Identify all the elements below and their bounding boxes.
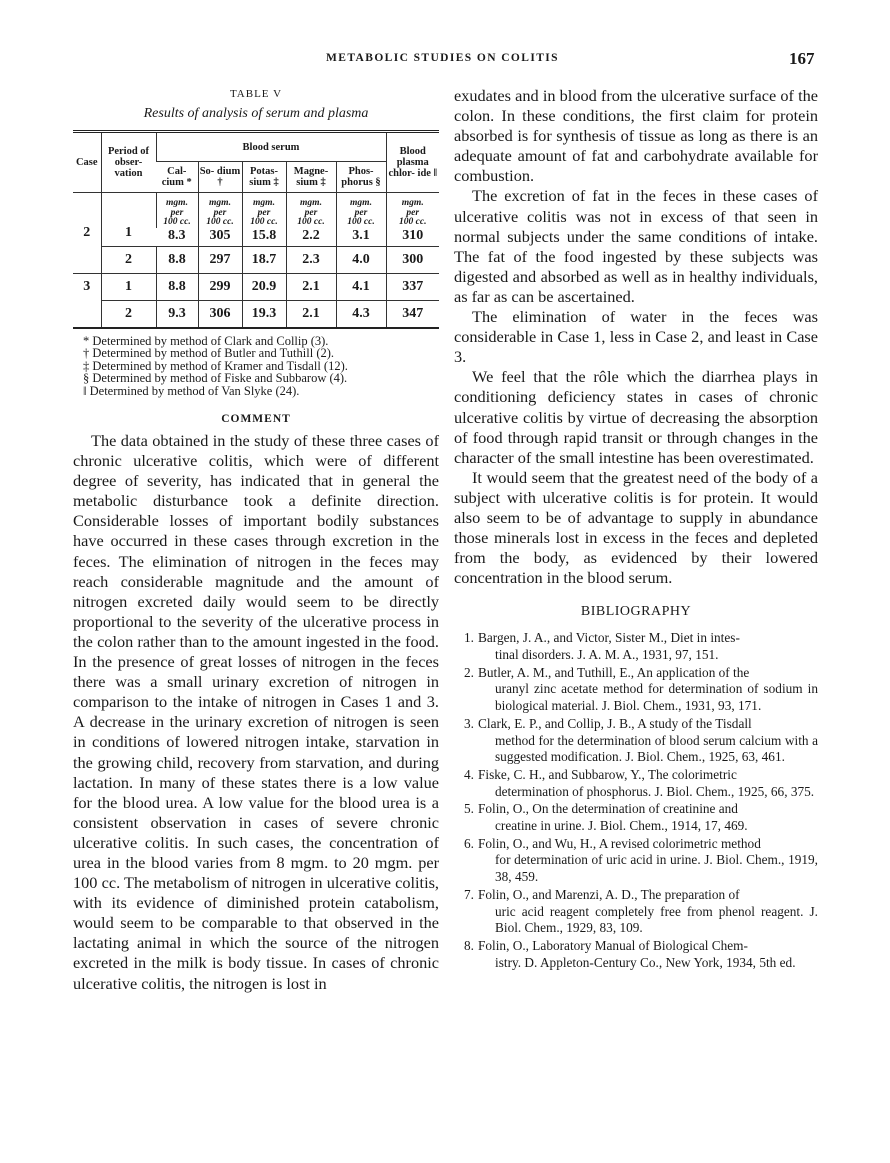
bibliography-text bbox=[478, 801, 818, 834]
cell-calcium: 9.3 bbox=[156, 300, 198, 328]
cell-case: 2 bbox=[83, 225, 91, 240]
bibliography-number: 2. bbox=[464, 664, 474, 680]
body-paragraph: We feel that the rôle which the diarrhea plays in conditioning deficiency states in cases of chronic ulcerative colitis by virtue of decreasing the absorption of food through rapid transit or through changes in the character of the small intestine has been overestimated. bbox=[454, 367, 818, 467]
footnote: ‡ Determined by method of Kramer and Tisdall (12). bbox=[83, 358, 348, 373]
unit-label: 100 cc. bbox=[206, 217, 234, 227]
bibliography-item bbox=[454, 630, 818, 663]
bibliography-number: 1. bbox=[464, 630, 474, 646]
cell-phosphorus: 4.0 bbox=[336, 246, 386, 273]
unit-label: per bbox=[213, 207, 227, 218]
bibliography-first-line: Folin, O., and Marenzi, A. D., The preparation of bbox=[478, 886, 740, 902]
bibliography-first-line: Folin, O., Laboratory Manual of Biological Chem- bbox=[478, 938, 748, 953]
unit-label: 100 cc. bbox=[347, 217, 375, 227]
table-caption: Results of analysis of serum and plasma bbox=[143, 106, 369, 121]
cell-potassium: 19.3 bbox=[242, 300, 286, 328]
cell-potassium: 15.8 bbox=[242, 228, 286, 247]
bibliography-text bbox=[478, 665, 818, 715]
table-row bbox=[73, 246, 439, 273]
table-row bbox=[73, 300, 439, 328]
cell-phosphorus: 4.1 bbox=[336, 273, 386, 300]
bibliography-continuation: determination of phosphorus. J. Biol. Chem., 1925, 66, 375. bbox=[495, 783, 815, 799]
bibliography-first-line: Folin, O., On the determination of creatinine and bbox=[478, 801, 738, 817]
table-row bbox=[73, 273, 439, 300]
cell-case: 3 bbox=[73, 273, 101, 300]
cell-chloride: 337 bbox=[386, 273, 439, 300]
bibliography-first-line: Bargen, J. A., and Victor, Sister M., Diet in intes- bbox=[478, 630, 740, 646]
bibliography-continuation: uranyl zinc acetate method for determination of sodium in biological material. J. Biol. Chem., 1931, 93, 171. bbox=[495, 681, 818, 714]
bibliography-number: 3. bbox=[464, 715, 474, 731]
unit-label: per bbox=[257, 207, 271, 218]
bibliography-number: 8. bbox=[464, 938, 474, 953]
unit-cell bbox=[286, 193, 336, 228]
cell-sodium: 306 bbox=[198, 300, 242, 328]
unit-cell bbox=[242, 193, 286, 228]
bibliography-heading: BIBLIOGRAPHY bbox=[580, 604, 692, 620]
col-group-blood-serum: Blood serum bbox=[156, 132, 386, 162]
col-header-calcium: Cal- cium * bbox=[156, 162, 198, 193]
right-column bbox=[454, 86, 818, 972]
cell-case bbox=[73, 300, 101, 328]
unit-cell bbox=[336, 193, 386, 228]
unit-label: mgm. bbox=[253, 198, 275, 208]
cell-phosphorus: 3.1 bbox=[336, 228, 386, 247]
footnote: ‖ Determined by method of Van Slyke (24). bbox=[83, 383, 300, 398]
units-row bbox=[73, 193, 439, 228]
body-paragraph: It would seem that the greatest need of the body of a subject with ulcerative colitis is for protein. It would also seem to be of advantage to supply in abundance those minerals lost in excess in the feces and depleted from the body, as evidenced by their lowered concentration in the blood serum. bbox=[454, 467, 818, 588]
unit-cell bbox=[386, 193, 439, 228]
unit-label: 100 cc. bbox=[399, 217, 427, 227]
bibliography-number: 6. bbox=[464, 835, 474, 851]
bibliography-item bbox=[454, 938, 818, 971]
col-header-magnesium: Magne- sium ‡ bbox=[286, 162, 336, 193]
bibliography-first-line: Folin, O., and Wu, H., A revised colorimetric method bbox=[478, 835, 761, 851]
unit-cell bbox=[198, 193, 242, 228]
bibliography-continuation: method for the determination of blood serum calcium with a suggested modification. J. Biol. Chem., 1925, 63, 461. bbox=[495, 732, 818, 765]
footnote: § Determined by method of Fiske and Subbarow (4). bbox=[83, 371, 348, 385]
bibliography-continuation: istry. D. Appleton-Century Co., New York, 1934, 5th ed. bbox=[495, 954, 796, 970]
body-paragraph: The elimination of water in the feces was considerable in Case 1, less in Case 2, and least in Case 3. bbox=[454, 307, 818, 367]
cell-calcium: 8.8 bbox=[156, 246, 198, 273]
table-body bbox=[73, 193, 439, 328]
cell-potassium: 18.7 bbox=[242, 246, 286, 273]
unit-label: mgm. bbox=[350, 198, 372, 208]
bibliography-item bbox=[454, 716, 818, 766]
body-paragraph: exudates and in blood from the ulcerative surface of the colon. In these conditions, the first claim for protein absorbed is for synthesis of tissue as long as there is an adequate amount of fat and carbohydrate available for combustion. bbox=[454, 86, 818, 186]
footnote: † Determined by method of Butler and Tuthill (2). bbox=[83, 346, 335, 360]
bibliography-first-line: Butler, A. M., and Tuthill, E., An application of the bbox=[478, 664, 750, 680]
col-header-case: Case bbox=[73, 132, 101, 193]
unit-label: mgm. bbox=[166, 198, 188, 208]
bibliography-text bbox=[478, 836, 818, 886]
cell-chloride: 310 bbox=[386, 228, 439, 247]
bibliography-item bbox=[454, 887, 818, 937]
results-table bbox=[73, 130, 439, 329]
bibliography-number: 5. bbox=[464, 801, 474, 817]
cell-calcium: 8.8 bbox=[156, 273, 198, 300]
cell-sodium: 305 bbox=[198, 228, 242, 247]
bibliography-text bbox=[478, 716, 818, 766]
cell-sodium: 297 bbox=[198, 246, 242, 273]
cell-magnesium: 2.3 bbox=[286, 246, 336, 273]
bibliography-item bbox=[454, 767, 818, 800]
cell-period: 1 bbox=[101, 273, 156, 300]
bibliography-first-line: Fiske, C. H., and Subbarow, Y., The colorimetric bbox=[478, 766, 737, 782]
cell-magnesium: 2.1 bbox=[286, 300, 336, 328]
bibliography-first-line: Clark, E. P., and Collip, J. B., A study of the Tisdall bbox=[478, 715, 752, 731]
body-paragraph: The excretion of fat in the feces in these cases of ulcerative colitis was not in excess of that seen in normal subjects under the same conditions of intake. The fat of the food ingested by these subjects was digested and absorbed as well as in healthy individuals, as far as can be ascertained. bbox=[454, 186, 818, 306]
page-number: 167 bbox=[789, 49, 815, 68]
bibliography-item bbox=[454, 665, 818, 715]
cell-period: 1 bbox=[101, 193, 156, 247]
cell-potassium: 20.9 bbox=[242, 273, 286, 300]
cell-phosphorus: 4.3 bbox=[336, 300, 386, 328]
cell-period: 2 bbox=[101, 300, 156, 328]
bibliography-continuation: for determination of uric acid in urine. J. Biol. Chem., 1919, 38, 459. bbox=[495, 852, 818, 885]
bibliography-number: 7. bbox=[464, 886, 474, 902]
bibliography-text bbox=[478, 767, 818, 800]
unit-label: mgm. bbox=[209, 198, 231, 208]
bibliography-text bbox=[478, 630, 818, 663]
cell-magnesium: 2.2 bbox=[286, 228, 336, 247]
cell-case bbox=[73, 246, 101, 273]
cell-sodium: 299 bbox=[198, 273, 242, 300]
left-column bbox=[73, 86, 439, 994]
col-header-potassium: Potas- sium ‡ bbox=[242, 162, 286, 193]
cell-calcium: 8.3 bbox=[168, 227, 186, 243]
cell-chloride: 300 bbox=[386, 246, 439, 273]
bibliography-continuation: tinal disorders. J. A. M. A., 1931, 97, 151. bbox=[495, 647, 719, 663]
col-header-phosphorus: Phos- phorus § bbox=[336, 162, 386, 193]
bibliography-list bbox=[454, 630, 818, 971]
table-label: TABLE V bbox=[229, 88, 283, 100]
unit-label: per bbox=[170, 207, 184, 218]
unit-label: mgm. bbox=[401, 198, 424, 208]
unit-label: mgm. bbox=[300, 198, 322, 208]
bibliography-continuation: creatine in urine. J. Biol. Chem., 1914, 17, 469. bbox=[495, 818, 748, 834]
col-header-sodium: So- dium † bbox=[198, 162, 242, 193]
unit-label: 100 cc. bbox=[297, 217, 325, 227]
unit-label: 100 cc. bbox=[250, 217, 278, 227]
bibliography-continuation: uric acid reagent completely free from phenol reagent. J. Biol. Chem., 1929, 83, 109. bbox=[495, 903, 818, 936]
bibliography-number: 4. bbox=[464, 766, 474, 782]
cell-period: 2 bbox=[101, 246, 156, 273]
col-header-chloride: Blood plasma chlor- ide ‖ bbox=[386, 132, 439, 193]
unit-label: 100 cc. bbox=[163, 217, 191, 227]
comment-heading: COMMENT bbox=[221, 413, 291, 425]
bibliography-item bbox=[454, 836, 818, 886]
bibliography-text bbox=[478, 887, 818, 937]
cell-chloride: 347 bbox=[386, 300, 439, 328]
footnote: * Determined by method of Clark and Collip (3). bbox=[83, 333, 329, 348]
cell-magnesium: 2.1 bbox=[286, 273, 336, 300]
bibliography-item bbox=[454, 801, 818, 834]
unit-label: per bbox=[354, 207, 368, 218]
running-head: METABOLIC STUDIES ON COLITIS bbox=[326, 52, 559, 64]
comment-paragraph: The data obtained in the study of these three cases of chronic ulcerative colitis, which were of different degree of severity, has indicated that in general the metabolic disturbance took a definite direction. Considerable losses of important bodily substances have occurred in these cases through excretion in the feces. The elimination of nitrogen in the feces may reach considerable magnitude and the amount of nitrogen excreted daily would seem to be directly proportional to the severity of the ulcerative process in the colon rather than to the amount ingested in the food. In the presence of great losses of nitrogen in the feces there was a small urinary excretion of nitrogen in comparison to the intake of nitrogen in Cases 1 and 3. A decrease in the urinary excretion of nitrogen is seen in conditions of lowered nitrogen intake, starvation in the growing child, recovery from starvation, and during lactation. In many of these states there is a low value for the blood urea. A low value for the blood urea is a consistent observation in cases of severe chronic ulcerative colitis. In such cases, the concentration of urea in the blood varies from 8 mgm. to 20 mgm. per 100 cc. The metabolism of nitrogen in ulcerative colitis, with its evidence of diminished protein catabolism, would seem to be comparable to that observed in the lactating animal in which the source of the nitrogen excreted in the milk is body tissue. In cases of chronic ulcerative colitis, the nitrogen is lost in bbox=[73, 431, 439, 993]
col-header-period: Period of obser- vation bbox=[101, 132, 156, 193]
unit-label: per bbox=[304, 207, 318, 218]
unit-label: per bbox=[406, 207, 420, 218]
unit-cell bbox=[156, 193, 198, 228]
table-footnotes bbox=[73, 335, 439, 398]
bibliography-text bbox=[478, 938, 818, 971]
